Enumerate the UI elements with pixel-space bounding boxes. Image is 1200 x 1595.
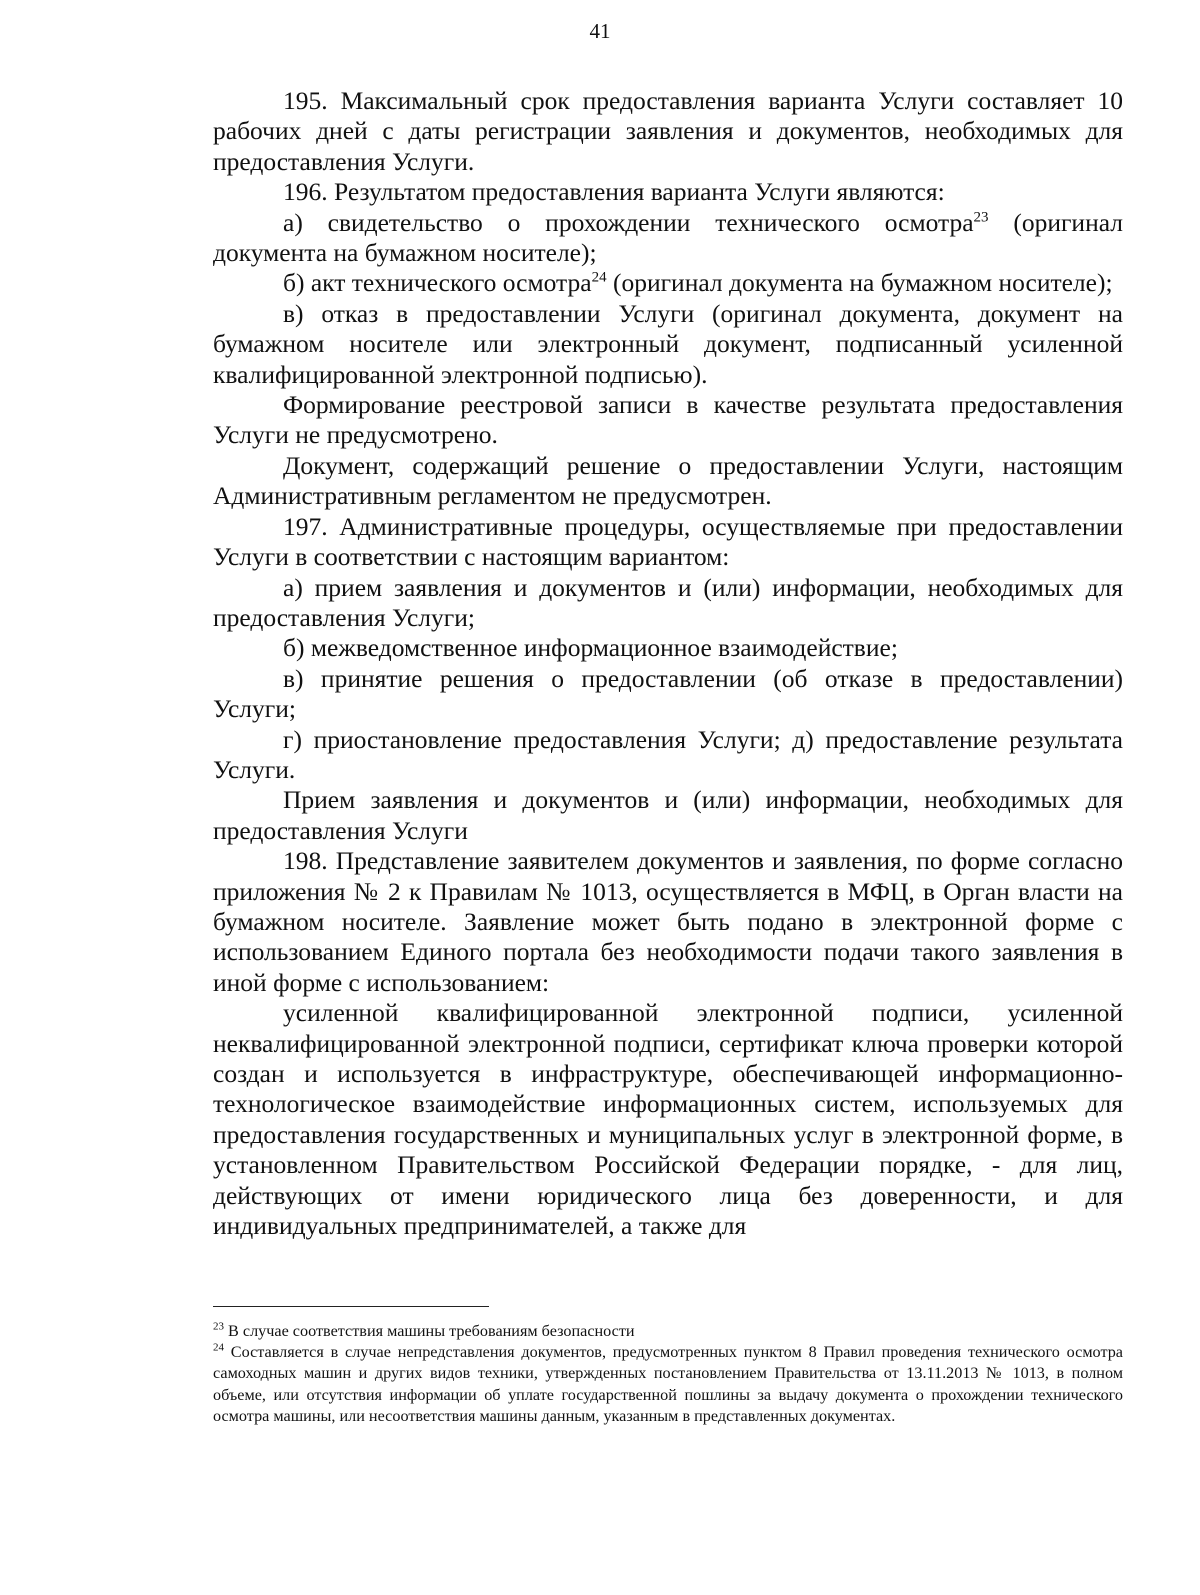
footnote-24-text: Составляется в случае непредставления документов, предусмотренных пунктом 8 Правил проведения технического осмотра самоходных машин и других видов техники, утвержденных постановлением Правительства от 13.11.2013 № 1013, в полном объеме, или отсутствия информации об уплате государственной пошлины за выдачу документа о прохождении технического осмотра машины, или несоответствия машины данным, указанным в представленных документах. — [213, 1343, 1123, 1425]
paragraph-document: Документ, содержащий решение о предоставлении Услуги, настоящим Административным регламентом не предусмотрен. — [213, 450, 1123, 511]
section-heading: Прием заявления и документов и (или) информации, необходимых для предоставления Услуги — [213, 785, 1123, 845]
paragraph-195: 195. Максимальный срок предоставления варианта Услуги составляет 10 рабочих дней с даты регистрации заявления и документов, необходимых для предоставления Услуги. — [213, 86, 1123, 176]
paragraph-197-g: г) приостановление предоставления Услуги; д) предоставление результата Услуги. — [213, 724, 1123, 784]
paragraph-registry: Формирование реестровой записи в качестве результата предоставления Услуги не предусмотрено. — [213, 390, 1123, 450]
paragraph-197: 197. Административные процедуры, осуществляемые при предоставлении Услуги в соответствии с настоящим вариантом: — [213, 511, 1123, 572]
paragraph-signature: усиленной квалифицированной электронной подписи, усиленной неквалифицированной электронной подписи, сертификат ключа проверки которой создан и используется в инфраструктуре, обеспечивающей информационно-технологическое взаимодействие информационных систем, используемых для предоставления государственных и муниципальных услуг в электронной форме, в установленном Правительством Российской Федерации порядке, - для лиц, действующих от имени юридического лица без доверенности, и для индивидуальных предпринимателей, а также для — [213, 998, 1123, 1241]
footnote-ref-23: 23 — [973, 209, 989, 226]
footnote-23-text: В случае соответствия машины требованиям безопасности — [224, 1322, 635, 1340]
paragraph-196-b — [213, 268, 1123, 298]
paragraph-197-a: а) прием заявления и документов и (или) информации, необходимых для предоставления Услуги; — [213, 572, 1123, 632]
footnote-23 — [213, 1321, 1123, 1342]
paragraph-196-b-text: б) акт технического осмотра — [283, 268, 592, 298]
paragraph-196-b-tail: (оригинал документа на бумажном носителе); — [606, 268, 1113, 298]
paragraph-198: 198. Представление заявителем документов и заявления, по форме согласно приложения № 2 к Правилам № 1013, осуществляется в МФЦ, в Орган власти на бумажном носителе. Заявление может быть подано в электронной форме с использованием Единого портала без необходимости подачи такого заявления в иной форме с использованием: — [213, 846, 1123, 997]
document-body — [213, 86, 1123, 1241]
page-number: 41 — [589, 19, 611, 43]
paragraph-196-a — [213, 208, 1123, 269]
footnotes — [213, 1321, 1123, 1427]
paragraph-196-a-tail: (оригинал документа на бумажном носителе); — [213, 207, 1123, 268]
footnote-separator — [213, 1306, 489, 1307]
footnote-mark-24: 24 — [213, 1341, 224, 1354]
paragraph-196: 196. Результатом предоставления варианта Услуги являются: — [283, 177, 945, 207]
footnote-24 — [213, 1342, 1123, 1427]
paragraph-196-v: в) отказ в предоставлении Услуги (оригинал документа, документ на бумажном носителе или электронный документ, подписанный усиленной квалифицированной электронной подписью). — [213, 298, 1123, 389]
paragraph-197-v: в) принятие решения о предоставлении (об отказе в предоставлении) Услуги; — [213, 663, 1123, 724]
footnote-ref-24: 24 — [591, 269, 607, 286]
paragraph-196-a-text: а) свидетельство о прохождении технического осмотра — [283, 207, 974, 237]
paragraph-197-b: б) межведомственное информационное взаимодействие; — [283, 633, 898, 663]
footnote-mark-23: 23 — [213, 1320, 224, 1333]
